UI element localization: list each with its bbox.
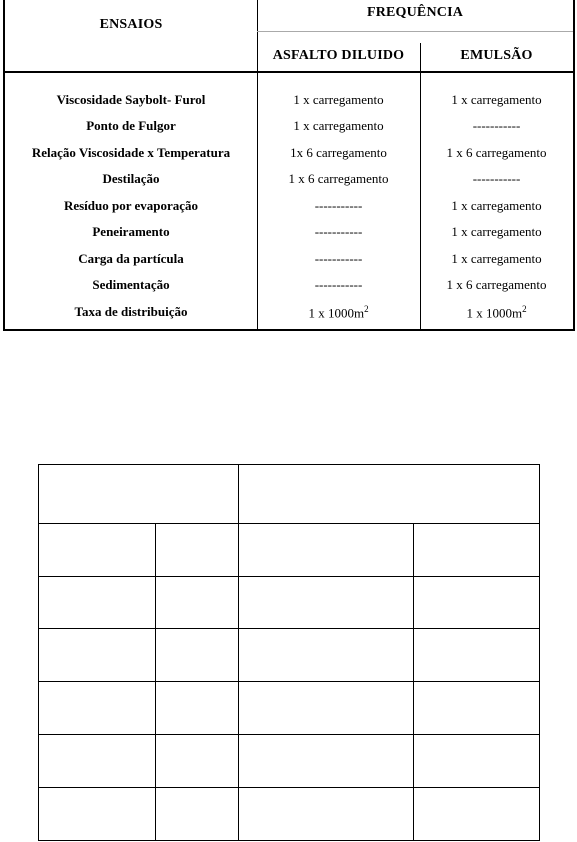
- ensaio-cell: Destilação: [102, 171, 160, 186]
- table-cell: [239, 788, 414, 841]
- table-cell: [239, 523, 414, 576]
- table-row: [39, 682, 540, 735]
- emulsao-cell: -----------: [472, 171, 521, 186]
- emulsao-cell: -----------: [472, 118, 521, 133]
- table-cell: [39, 629, 156, 682]
- ensaio-cell: Carga da partícula: [78, 251, 184, 266]
- table-row: [39, 576, 540, 629]
- emulsao-cell: 1 x carregamento: [451, 251, 542, 266]
- table-cell: [414, 629, 540, 682]
- superscript: 2: [522, 304, 527, 314]
- ensaio-cell: Viscosidade Saybolt- Furol: [56, 92, 206, 107]
- table-cell: [239, 576, 414, 629]
- table-cell: [239, 629, 414, 682]
- ensaio-cell: Relação Viscosidade x Temperatura: [31, 145, 231, 160]
- asfalto-cell: -----------: [314, 277, 363, 292]
- table-row: [39, 629, 540, 682]
- asfalto-cell: -----------: [314, 251, 363, 266]
- table-row: [5, 145, 573, 171]
- table-row: [39, 465, 540, 524]
- table-cell: [156, 735, 239, 788]
- tests-frequency-table: [3, 0, 575, 331]
- ensaio-cell: Peneiramento: [92, 224, 170, 239]
- emulsao-cell: 1 x carregamento: [451, 92, 542, 107]
- table-row: [5, 304, 573, 330]
- asfalto-cell: 1 x carregamento: [293, 118, 384, 133]
- table-row: [39, 735, 540, 788]
- emulsao-rate: 1 x 1000m: [466, 305, 523, 321]
- table-row: [5, 277, 573, 303]
- empty-table-grid: [38, 464, 540, 841]
- ensaio-cell: Sedimentação: [92, 277, 170, 292]
- emulsao-cell: [420, 304, 573, 321]
- table-cell: [239, 735, 414, 788]
- table-cell: [239, 682, 414, 735]
- asfalto-cell: -----------: [314, 198, 363, 213]
- table-cell: [156, 788, 239, 841]
- table-row: [39, 788, 540, 841]
- table-row: [5, 92, 573, 118]
- table-cell: [414, 576, 540, 629]
- table-cell: [39, 788, 156, 841]
- superscript: 2: [364, 304, 369, 314]
- ensaio-cell: Ponto de Fulgor: [86, 118, 176, 133]
- header-emulsao: EMULSÃO: [460, 48, 533, 63]
- emulsao-cell: 1 x 6 carregamento: [446, 145, 547, 160]
- header-asfalto-diluido: ASFALTO DILUIDO: [272, 48, 405, 63]
- ensaio-cell: Resíduo por evaporação: [63, 198, 199, 213]
- table-cell: [39, 735, 156, 788]
- table-cell: [414, 788, 540, 841]
- table-cell: [414, 682, 540, 735]
- header-bottom-rule: [5, 71, 573, 73]
- table-cell: [39, 523, 156, 576]
- table-cell: [39, 465, 239, 524]
- table-row: [5, 171, 573, 197]
- header-divider: [257, 31, 573, 32]
- ensaio-cell: Taxa de distribuição: [74, 304, 188, 319]
- asfalto-cell: [257, 304, 420, 321]
- table-row: [39, 523, 540, 576]
- table-row: [5, 224, 573, 250]
- emulsao-cell: 1 x 6 carregamento: [446, 277, 547, 292]
- asfalto-cell: -----------: [314, 224, 363, 239]
- asfalto-cell: 1x 6 carregamento: [290, 145, 387, 160]
- table-cell: [156, 576, 239, 629]
- table-cell: [414, 523, 540, 576]
- header-ensaios: ENSAIOS: [99, 17, 163, 32]
- table-cell: [156, 629, 239, 682]
- asfalto-rate: 1 x 1000m: [308, 305, 365, 321]
- table-cell: [156, 523, 239, 576]
- table-cell: [156, 682, 239, 735]
- asfalto-cell: 1 x 6 carregamento: [288, 171, 389, 186]
- table-cell: [414, 735, 540, 788]
- emulsao-cell: 1 x carregamento: [451, 224, 542, 239]
- table-row: [5, 198, 573, 224]
- table-row: [5, 251, 573, 277]
- table-cell: [39, 576, 156, 629]
- emulsao-cell: 1 x carregamento: [451, 198, 542, 213]
- asfalto-cell: 1 x carregamento: [293, 92, 384, 107]
- table-row: [5, 118, 573, 144]
- table-cell: [239, 465, 540, 524]
- table-cell: [39, 682, 156, 735]
- header-frequencia: FREQUÊNCIA: [366, 5, 464, 20]
